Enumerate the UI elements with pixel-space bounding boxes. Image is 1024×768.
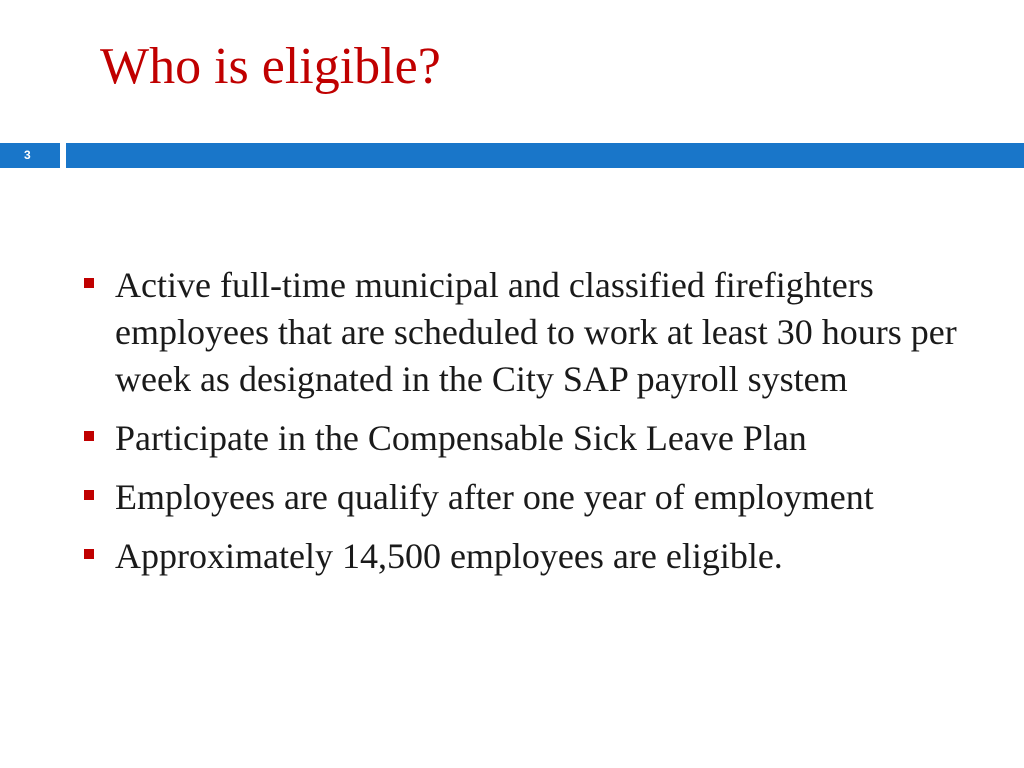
bullet-item: [80, 533, 980, 580]
bullet-item: [80, 474, 980, 521]
square-bullet-icon: [84, 278, 94, 288]
slide-number: 3: [0, 143, 60, 168]
bullet-text: Employees are qualify after one year of employment: [115, 477, 874, 517]
bullet-list: [80, 262, 980, 592]
slide-title: Who is eligible?: [100, 38, 441, 95]
bullet-item: [80, 262, 980, 403]
bullet-text: Participate in the Compensable Sick Leave Plan: [115, 418, 807, 458]
bullet-text: Active full-time municipal and classified firefighters employees that are scheduled to work at least 30 hours per week as designated in the City SAP payroll system: [115, 265, 957, 399]
square-bullet-icon: [84, 490, 94, 500]
square-bullet-icon: [84, 431, 94, 441]
bullet-item: [80, 415, 980, 462]
bullet-text: Approximately 14,500 employees are eligible.: [115, 536, 783, 576]
square-bullet-icon: [84, 549, 94, 559]
header-bar: [66, 143, 1024, 168]
